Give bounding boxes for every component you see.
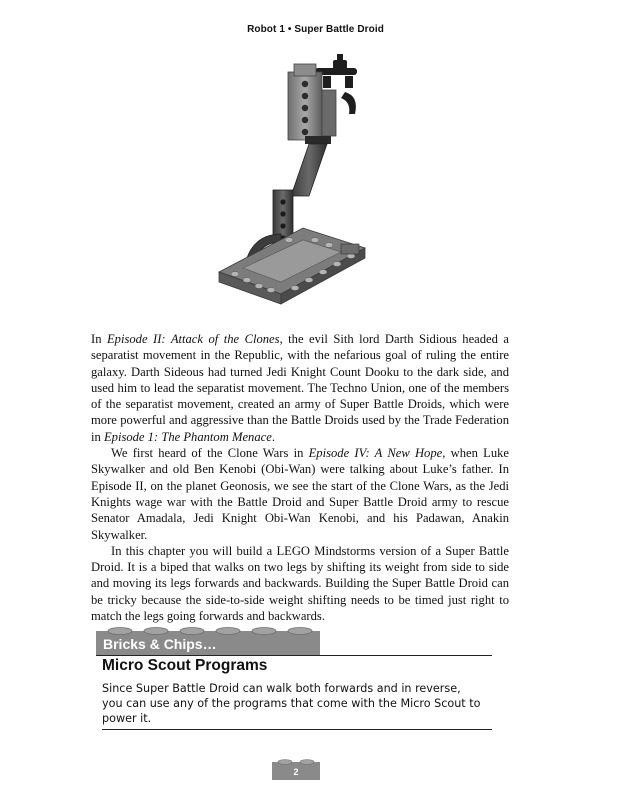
text-run: , when Luke Skywalker and old Ben Kenobi (Obi-Wan) were talking about Luke’s father. In Episode II, on the planet Geonosis, we see the start of the Clone Wars, as the Jedi Knights wage war with the Battle Droid and Super Battle Droid army to rescue Senator Amadala, Jedi Knight Obi-Wan Kenobi, and his Padawan, Anakin Skywalker.	[91, 446, 509, 542]
text-run: , the evil Sith lord Darth Sidious headed a separatist movement in the Republic, with the nefarious goal of ruling the entire galaxy. Darth Sideous had turned Jedi Knight Count Dooku to the dark side, and used him to lead the separatist movement. The Techno Union, one of the members of the separatist movement, created an army of Super Battle Droids, which were more powerful and aggressive than the Battle Droids used by the Trade Federation in	[91, 332, 509, 444]
sidebar-heading: Micro Scout Programs	[102, 657, 268, 674]
text-run: .	[271, 429, 275, 444]
text-run: We first heard of the Clone Wars in	[111, 446, 309, 461]
page-number-brick	[272, 758, 320, 780]
text-run: In	[91, 332, 107, 346]
text-run: In this chapter you will build a LEGO Mindstorms version of a Super Battle Droid. It is a biped that walks on two legs by shifting its weight from side to side and moving its legs forwards and backwards. Building the Super Battle Droid can be tricky because the side-to-side weight shifting needs to be timed just right to match the legs going forwards and backwards.	[91, 543, 509, 624]
paragraph-1	[91, 331, 509, 445]
sidebar-bottom-rule	[102, 729, 492, 730]
lego-droid-illustration	[205, 50, 380, 310]
robot-figure	[205, 50, 380, 310]
paragraph-2	[91, 445, 509, 543]
body-text	[91, 331, 509, 624]
sidebar-body-text: Since Super Battle Droid can walk both forwards and in reverse, you can use any of the programs that come with the Micro Scout to power it.	[102, 682, 481, 725]
paragraph-3	[91, 543, 509, 624]
bricks-and-chips-sidebar	[96, 626, 492, 725]
sidebar-banner-title: Bricks & Chips…	[103, 636, 217, 652]
episode-title: Episode IV: A New Hope	[308, 446, 443, 461]
page-number: 2	[293, 767, 299, 777]
brick-banner	[96, 626, 320, 656]
running-header: Robot 1 • Super Battle Droid	[247, 24, 384, 35]
episode-title: Episode 1: The Phantom Menace	[103, 429, 272, 444]
episode-title: Episode II: Attack of the Clones	[106, 332, 280, 346]
